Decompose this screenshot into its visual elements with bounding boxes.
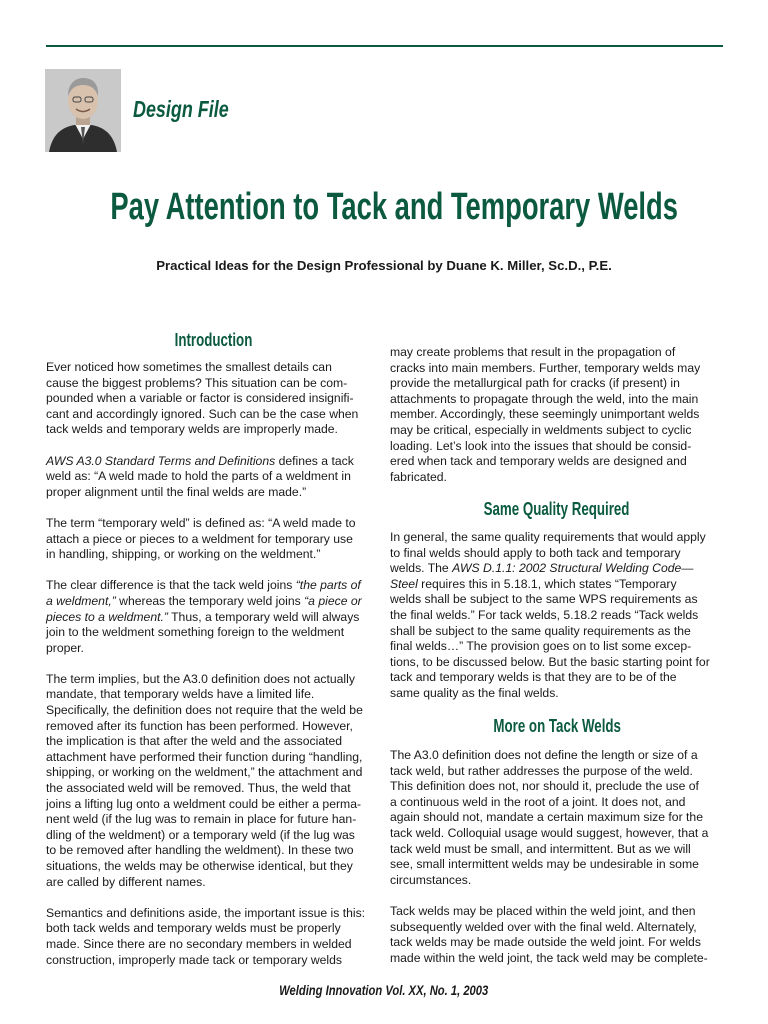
more-tack-paragraph-1: The A3.0 definition does not define the length or size of a tack weld, but rather addresses the purpose of the weld. This definition does not, nor should it, preclude the use of a continuous weld in the root of a joint. It does not, and again should not, mandate a certain maximum size for the tack weld. Colloquial usage would suggest, however, that a tack weld must be small, and intermittent. But as we will see, small intermittent welds may be undesirable in some circumstances. bbox=[390, 748, 709, 887]
intro-paragraph-3: The term “temporary weld” is defined as: “A weld made to attach a piece or pieces to a weldment for temporary use in handling, shipping, or working on the weldment.” bbox=[46, 515, 356, 562]
footer bbox=[0, 982, 768, 1000]
same-quality-section bbox=[390, 530, 724, 702]
more-tack-paragraph-2: Tack welds may be placed within the weld joint, and then subsequently welded over with the final weld. Alternately, tack welds may be made outside the weld joint. For welds made within the weld joint, the tack weld may be complete- bbox=[390, 903, 708, 965]
same-quality-paragraph: In general, the same quality requirements that would apply to final welds should apply to both tack and temporary welds. The AWS D.1.1: 2002 Structural Welding Code— Steel requires this in 5.18.1, which states “Temporary welds shall be subject to the same WPS requirements as the final welds.” For tack welds, 5.18.2 reads “Tack welds shall be subject to the same quality requirements as the final welds…” The provision goes on to list some excep- tions, to be discussed below. But the basic starting point for tack and temporary welds is that they are to be of the same quality as the final welds. bbox=[390, 530, 710, 700]
heading-more-on-tack-welds-text: More on Tack Welds bbox=[493, 716, 621, 736]
intro-continued-paragraph: may create problems that result in the propagation of cracks into main members. Further, temporary welds may provide the metallurgical path for cracks (if present) in attachments to propagate through the weld, into the main member. Accordingly, these seemingly unimportant welds may be critical, especially in weldments subject to cyclic loading. Let’s look into the issues that should be consid- ered when tack and temporary welds are designed and fabricated. bbox=[390, 345, 701, 484]
left-column bbox=[46, 360, 380, 968]
top-rule bbox=[46, 45, 723, 47]
heading-introduction-text: Introduction bbox=[174, 330, 252, 350]
heading-more-on-tack-welds bbox=[390, 716, 724, 737]
footer-text: Welding Innovation Vol. XX, No. 1, 2003 bbox=[279, 982, 489, 998]
more-tack-section bbox=[390, 748, 724, 966]
heading-same-quality bbox=[390, 499, 724, 520]
intro-paragraph-4: The clear difference is that the tack weld joins “the parts of a weldment,” whereas the temporary weld joins “a piece or pieces to a weldment.” Thus, a temporary weld will always join to the weldment something foreign to the weldment proper. bbox=[46, 578, 362, 655]
page-title-text: Pay Attention to Tack and Temporary Welds bbox=[110, 186, 678, 228]
author-photo bbox=[45, 69, 121, 152]
byline: Practical Ideas for the Design Professional by Duane K. Miller, Sc.D., P.E. bbox=[156, 258, 612, 273]
intro-paragraph-2: AWS A3.0 Standard Terms and Definitions defines a tack weld as: “A weld made to hold the parts of a weldment in proper alignment until the final welds are made.” bbox=[46, 453, 354, 499]
heading-introduction bbox=[46, 330, 380, 351]
page-title bbox=[0, 186, 768, 229]
intro-paragraph-6: Semantics and definitions aside, the important issue is this: both tack welds and temporary welds must be properly made. Since there are no secondary members in welded construction, improperly made tack or temporary welds bbox=[46, 905, 366, 967]
section-label: Design File bbox=[133, 96, 229, 122]
intro-paragraph-5: The term implies, but the A3.0 definition does not actually mandate, that temporary welds have a limited life. Specifically, the definition does not require that the weld be removed after its function has been performed. However, the implication is that after the weld and the associated attachment have performed their function during “handling, shipping, or working on the weldment,” the attachment and the associated weld will be removed. Thus, the weld that joins a lifting lug onto a weldment could be either a perma- nent weld (if the lug was to remain in place for future han- dling of the weldment) or a temporary weld (if the lug was to be removed after handling the weldment). In these two situations, the welds may be otherwise identical, but they are called by different names. bbox=[46, 671, 363, 889]
intro-paragraph-1: Ever noticed how sometimes the smallest details can cause the biggest problems? This situation can be com- pounded when a variable or factor is considered insignifi- cant and accordingly ignored. Such can be the case when tack welds and temporary welds are improperly made. bbox=[46, 360, 359, 437]
right-column bbox=[390, 345, 724, 485]
heading-same-quality-text: Same Quality Required bbox=[484, 499, 630, 519]
